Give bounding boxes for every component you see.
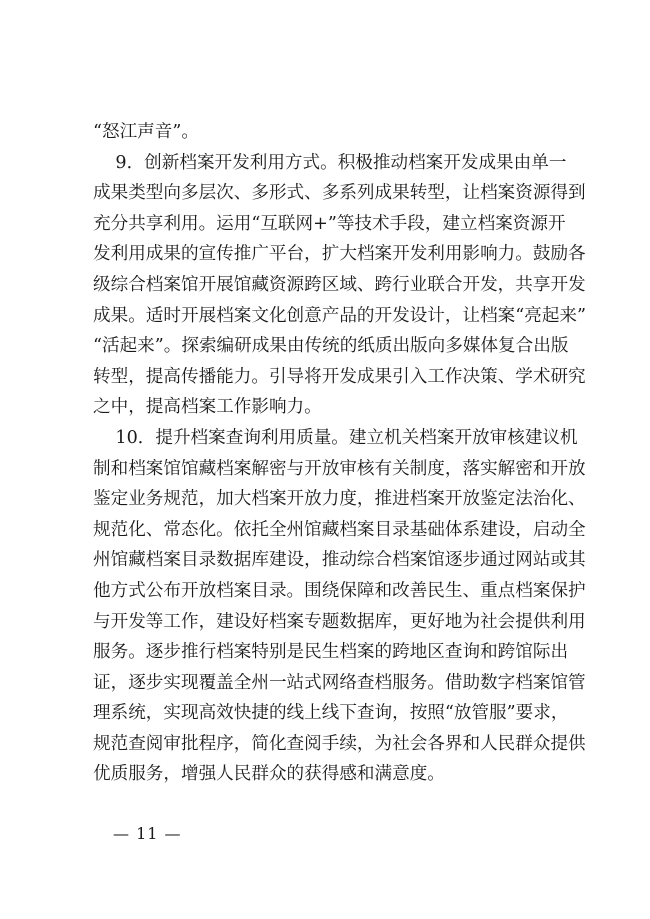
text-line: 成果。适时开展档案文化创意产品的开发设计，让档案“亮起来” <box>93 305 587 326</box>
text-line: 规范查阅审批程序，简化查阅手续，为社会各界和人民群众提供 <box>93 733 586 754</box>
text-line: 理系统，实现高效快捷的线上线下查询，按照“放管服”要求， <box>93 703 569 724</box>
text-line: 充分共享利用。运用“互联网+”等技术手段，建立档案资源开 <box>93 213 566 234</box>
text-line: 发利用成果的宣传推广平台，扩大档案开发利用影响力。鼓励各 <box>93 244 586 265</box>
text-line: 他方式公布开放档案目录。围绕保障和改善民生、重点档案保护 <box>93 580 586 601</box>
text-line: 规范化、常态化。依托全州馆藏档案目录基础体系建设，启动全 <box>93 519 586 540</box>
text-line: 之中，提高档案工作影响力。 <box>93 397 322 418</box>
text-line: 与开发等工作，建设好档案专题数据库，更好地为社会提供利用 <box>93 611 586 632</box>
text-line: 优质服务，增强人民群众的获得感和满意度。 <box>93 764 445 785</box>
text-line: 9．创新档案开发利用方式。积极推动档案开发成果由单一 <box>93 152 567 173</box>
text-line: 制和档案馆馆藏档案解密与开放审核有关制度，落实解密和开放 <box>93 458 586 479</box>
text-line: 转型，提高传播能力。引导将开发成果引入工作决策、学术研究 <box>93 366 586 387</box>
text-line: 证，逐步实现覆盖全州一站式网络查档服务。借助数字档案馆管 <box>93 672 586 693</box>
text-line: 10．提升档案查询利用质量。建立机关档案开放审核建议机 <box>93 427 578 448</box>
text-line: “活起来”。探索编研成果由传统的纸质出版向多媒体复合出版 <box>93 336 569 357</box>
text-line: 州馆藏档案目录数据库建设，推动综合档案馆逐步通过网站或其 <box>93 550 586 571</box>
body-text <box>93 117 587 790</box>
text-line: 鉴定业务规范，加大档案开放力度，推进档案开放鉴定法治化、 <box>93 489 586 510</box>
page-number: — 11 — <box>113 824 182 843</box>
text-line: 服务。逐步推行档案特别是民生档案的跨地区查询和跨馆际出 <box>93 642 569 663</box>
text-line: 成果类型向多层次、多形式、多系列成果转型，让档案资源得到 <box>93 183 586 204</box>
text-line: 级综合档案馆开展馆藏资源跨区域、跨行业联合开发，共享开发 <box>93 274 586 295</box>
text-line: “怒江声音”。 <box>93 122 199 142</box>
